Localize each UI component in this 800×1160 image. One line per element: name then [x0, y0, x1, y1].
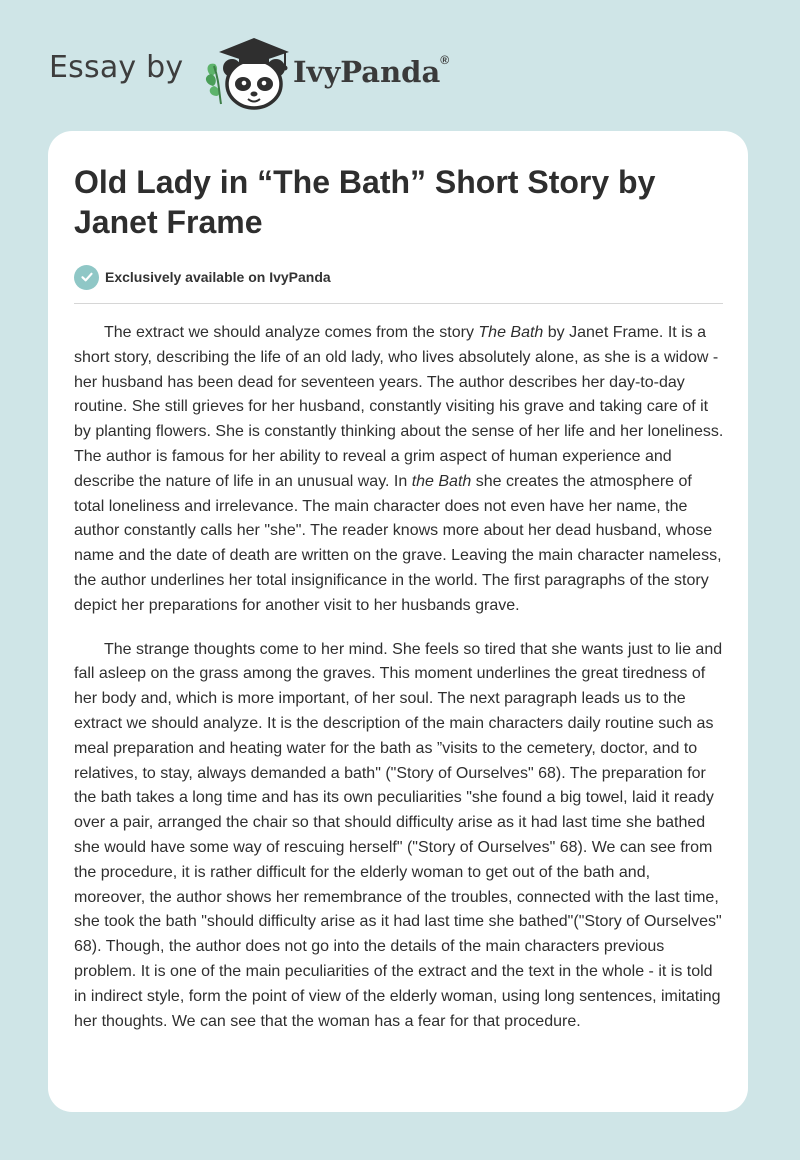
essay-title: Old Lady in “The Bath” Short Story by Janet Frame — [74, 164, 656, 240]
brand-name-text: IvyPanda — [293, 55, 441, 89]
brand-header[interactable] — [49, 36, 509, 110]
paragraph-1 — [74, 321, 724, 619]
exclusive-badge — [74, 264, 331, 290]
badge-label: Exclusively available on IvyPanda — [105, 269, 331, 285]
paragraph-1-text-c: she creates the atmosphere of total loneliness and irrelevance. The main character does not even have her name, the author constantly calls her "she". The reader knows more about her dead husband, whose name and the date of death are written on the grave. Leaving the main character nameless, the author underlines her total insignificance in the world. The first paragraphs of the story depict her preparations for another visit to her husbands grave. — [74, 472, 722, 614]
registered-mark: ® — [440, 53, 450, 67]
check-circle-icon — [74, 265, 99, 290]
brand-prefix: Essay by — [49, 50, 184, 85]
paragraph-1-text-b: by Janet Frame. It is a short story, describing the life of an old lady, who lives absolutely alone, as she is a widow -her husband has been dead for seventeen years. The author describes her day-to-day routine. She still grieves for her husband, constantly visiting his grave and taking care of it by planting flowers. She is constantly thinking about the sense of her life and her loneliness. The author is famous for her ability to reveal a grim aspect of human experience and describe the nature of life in an unusual way. In — [74, 324, 724, 490]
paragraph-2: The strange thoughts come to her mind. She feels so tired that she wants just to lie and fall asleep on the grass among the graves. This moment underlines the great tiredness of her body and, which is more important, of her soul. The next paragraph leads us to the extract we should analyze. It is the description of the main characters daily routine such as meal preparation and heating water for the bath as ”visits to the cemetery, doctor, and to relatives, to stay, always demanded a bath" ("Story of Ourselves" 68). The preparation for the bath takes a long time and has its own peculiarities "she found a big towel, laid it ready over a pair, arranged the chair so that should difficulty arise as it had last time she bathed she would have some way of rescuing herself" ("Story of Ourselves" 68). We can see from the procedure, it is rather difficult for the elderly woman to get out of the bath and, moreover, the author shows her remembrance of the troubles, connected with the last time, she took the bath "should difficulty arise as it had last time she bathed"("Story of Ourselves" 68). Though, the author does not go into the details of the main characters previous problem. It is one of the main peculiarities of the extract and the text in the whole - it is told in indirect style, form the point of view of the elderly woman, using long sentences, imitating her thoughts. We can see that the woman has a fear for that procedure. — [74, 640, 723, 1030]
essay-card — [48, 131, 748, 1112]
essay-body — [74, 321, 724, 1053]
paragraph-1-text-a: The extract we should analyze comes from the story — [104, 324, 479, 341]
story-title-emphasis: the Bath — [411, 472, 472, 490]
brand-name — [293, 55, 449, 89]
story-title-emphasis: The Bath — [478, 324, 544, 341]
divider — [74, 303, 723, 304]
panda-graduate-logo-icon — [201, 36, 293, 110]
